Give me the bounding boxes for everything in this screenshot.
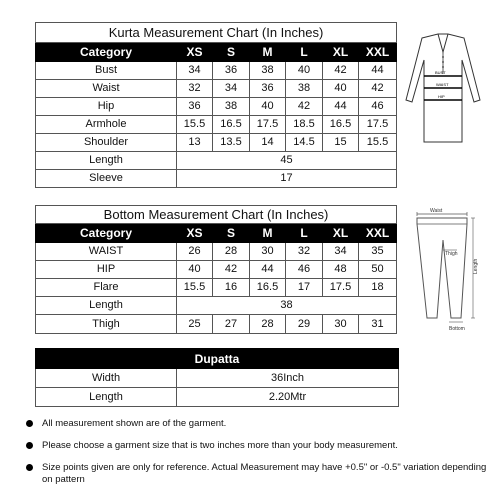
waist-label: Waist [430, 208, 443, 214]
header-size-m: M [250, 224, 286, 243]
table-cell: 25 [177, 315, 213, 334]
table-cell: 15.5 [177, 116, 213, 134]
hip-label: HIP [438, 94, 445, 99]
table-cell: 15.5 [177, 279, 213, 297]
header-category: Category [36, 43, 177, 62]
table-cell: 17.5 [359, 116, 397, 134]
list-item [26, 440, 496, 462]
table-cell: 32 [286, 243, 323, 261]
header-size-l: L [286, 43, 323, 62]
table-cell: 17.5 [250, 116, 286, 134]
table-row [36, 152, 397, 170]
table-cell: 42 [213, 261, 250, 279]
table-cell: 46 [359, 98, 397, 116]
row-label: Bust [36, 62, 177, 80]
table-cell: 34 [177, 62, 213, 80]
note-text: All measurement shown are of the garment. [42, 418, 227, 429]
table-row [36, 388, 399, 407]
table-cell: 44 [323, 98, 359, 116]
table-cell: 42 [286, 98, 323, 116]
bottom-measurement-table [35, 205, 397, 334]
length-label: Length [473, 258, 479, 274]
bullet-icon [26, 464, 33, 471]
table-row [36, 62, 397, 80]
row-label: Flare [36, 279, 177, 297]
kurta-measurement-table [35, 22, 397, 188]
bullet-icon [26, 442, 33, 449]
note-text: Size points given are only for reference. Actual Measurement may have +0.5" or -0.5" variation depending on pattern [42, 462, 487, 485]
notes-list [26, 418, 496, 500]
table-row [36, 80, 397, 98]
table-cell: 14.5 [286, 134, 323, 152]
table-cell: 16.5 [323, 116, 359, 134]
table-cell: 44 [359, 62, 397, 80]
table-cell: 32 [177, 80, 213, 98]
row-label: Length [36, 152, 177, 170]
table-cell: 17.5 [323, 279, 359, 297]
table-cell: 40 [286, 62, 323, 80]
table-cell: 38 [213, 98, 250, 116]
table-cell: 42 [323, 62, 359, 80]
table-cell: 17 [286, 279, 323, 297]
table-cell: 18.5 [286, 116, 323, 134]
header-size-s: S [213, 43, 250, 62]
table-cell: 31 [359, 315, 397, 334]
table-cell: 13 [177, 134, 213, 152]
table-cell: 42 [359, 80, 397, 98]
bottom-label: Bottom [449, 326, 465, 332]
bust-label: BUST [435, 70, 446, 75]
table-cell: 34 [323, 243, 359, 261]
table-cell: 48 [323, 261, 359, 279]
row-label: Sleeve [36, 170, 177, 188]
table-cell: 36Inch [177, 369, 399, 388]
table-cell: 13.5 [213, 134, 250, 152]
row-label: Length [36, 388, 177, 407]
header-size-l: L [286, 224, 323, 243]
table-row [36, 243, 397, 261]
table-cell: 16 [213, 279, 250, 297]
waist-label: WAIST [436, 82, 449, 87]
table-row [36, 369, 399, 388]
table-cell: 2.20Mtr [177, 388, 399, 407]
header-size-xxl: XXL [359, 224, 397, 243]
table-cell: 45 [177, 152, 397, 170]
table-cell: 26 [177, 243, 213, 261]
dupatta-title: Dupatta [36, 349, 399, 369]
header-size-xl: XL [323, 43, 359, 62]
table-row [36, 261, 397, 279]
table-cell: 38 [286, 80, 323, 98]
table-row [36, 134, 397, 152]
table-row [36, 315, 397, 334]
header-size-xs: XS [177, 43, 213, 62]
table-row [36, 98, 397, 116]
bullet-icon [26, 420, 33, 427]
table-row [36, 297, 397, 315]
row-label: Width [36, 369, 177, 388]
row-label: Length [36, 297, 177, 315]
table-cell: 44 [250, 261, 286, 279]
table-cell: 36 [177, 98, 213, 116]
table-row [36, 279, 397, 297]
table-cell: 30 [250, 243, 286, 261]
row-label: WAIST [36, 243, 177, 261]
table-cell: 28 [213, 243, 250, 261]
table-cell: 36 [250, 80, 286, 98]
table-cell: 40 [177, 261, 213, 279]
list-item [26, 418, 496, 440]
bottom-chart-title: Bottom Measurement Chart (In Inches) [36, 206, 397, 224]
table-cell: 15.5 [359, 134, 397, 152]
row-label: Armhole [36, 116, 177, 134]
dupatta-table [35, 348, 399, 407]
table-cell: 18 [359, 279, 397, 297]
table-cell: 40 [250, 98, 286, 116]
header-size-m: M [250, 43, 286, 62]
table-cell: 50 [359, 261, 397, 279]
header-size-xl: XL [323, 224, 359, 243]
table-cell: 36 [213, 62, 250, 80]
table-cell: 17 [177, 170, 397, 188]
row-label: Hip [36, 98, 177, 116]
row-label: HIP [36, 261, 177, 279]
table-row [36, 116, 397, 134]
table-cell: 30 [323, 315, 359, 334]
row-label: Waist [36, 80, 177, 98]
kurta-chart-title: Kurta Measurement Chart (In Inches) [36, 23, 397, 43]
table-cell: 28 [250, 315, 286, 334]
header-size-xs: XS [177, 224, 213, 243]
table-cell: 15 [323, 134, 359, 152]
table-cell: 40 [323, 80, 359, 98]
header-category: Category [36, 224, 177, 243]
table-cell: 14 [250, 134, 286, 152]
table-cell: 35 [359, 243, 397, 261]
table-cell: 27 [213, 315, 250, 334]
table-cell: 34 [213, 80, 250, 98]
thigh-label: Thigh [445, 251, 458, 257]
row-label: Shoulder [36, 134, 177, 152]
note-text: Please choose a garment size that is two inches more than your body measurement. [42, 440, 398, 451]
kurta-sketch [400, 30, 486, 156]
table-cell: 16.5 [250, 279, 286, 297]
table-cell: 16.5 [213, 116, 250, 134]
table-cell: 38 [177, 297, 397, 315]
row-label: Thigh [36, 315, 177, 334]
header-size-s: S [213, 224, 250, 243]
table-cell: 46 [286, 261, 323, 279]
table-cell: 29 [286, 315, 323, 334]
table-cell: 38 [250, 62, 286, 80]
header-size-xxl: XXL [359, 43, 397, 62]
table-row [36, 170, 397, 188]
list-item [26, 462, 496, 484]
bottom-sketch [405, 206, 489, 334]
